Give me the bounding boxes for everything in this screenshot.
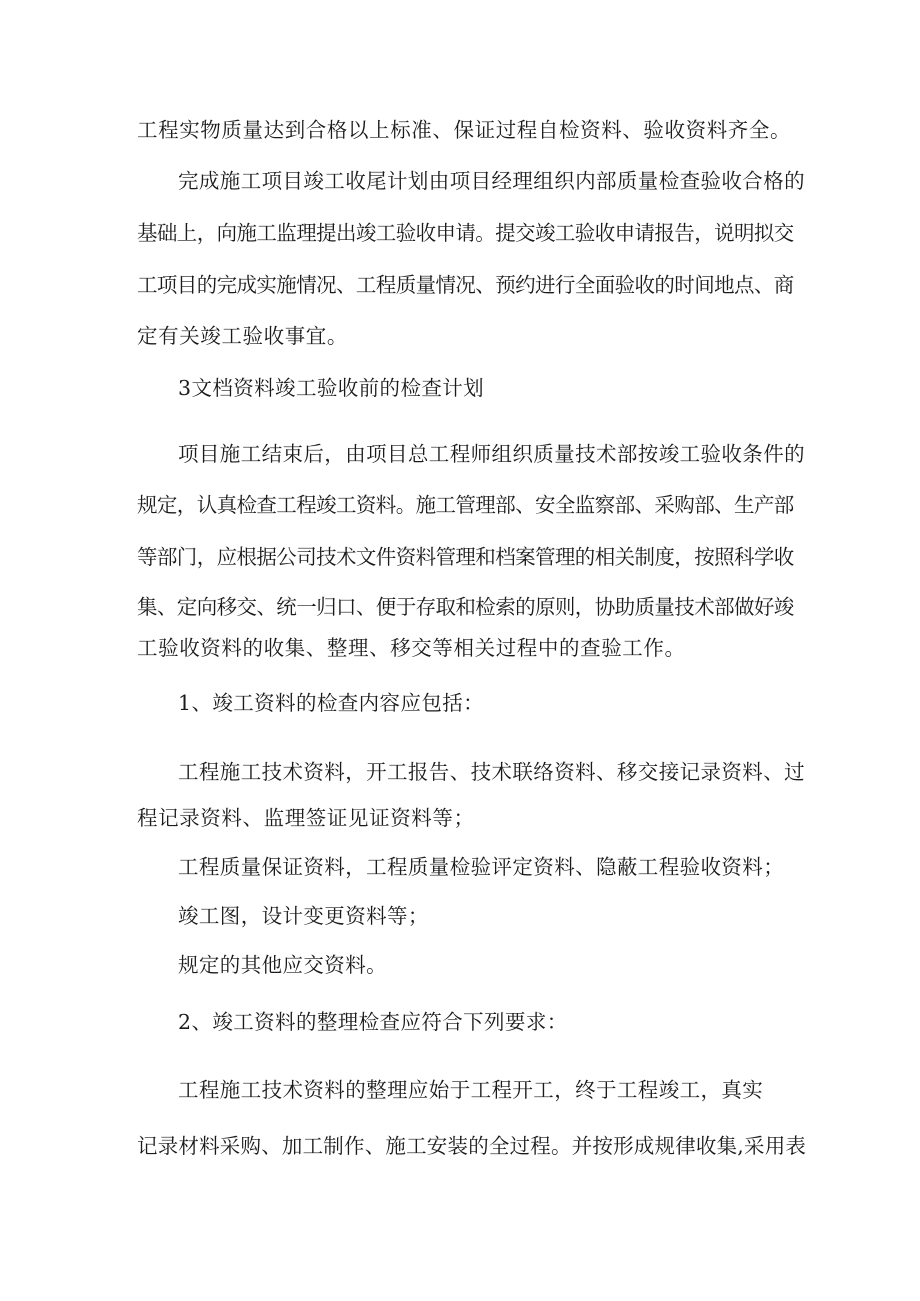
text-line-19: 工程施工技术资料的整理应始于工程开工，终于工程竣工，真实 [178,1078,764,1102]
text-line-13: 工程施工技术资料，开工报告、技术联络资料、移交接记录资料、过 [178,760,805,784]
text-line-15: 工程质量保证资料，工程质量检验评定资料、隐蔽工程验收资料； [178,855,785,879]
section-heading-3: 3文档资料竣工验收前的检查计划 [178,376,485,400]
text-line-17: 规定的其他应交资料。 [178,953,387,977]
list-heading-2: 2、竣工资料的整理检查应符合下列要求： [178,1010,568,1034]
text-line-5: 定有关竣工验收事宜。 [137,324,348,348]
text-line-14: 程记录资料、监理签证见证资料等； [137,806,475,830]
text-line-20: 记录材料采购、加工制作、施工安装的全过程。并按形成规律收集,采用表 [137,1134,807,1158]
text-line-8: 规定，认真检查工程竣工资料。施工管理部、安全监察部、采购部、生产部 [137,493,794,517]
text-line-16: 竣工图，设计变更资料等； [178,904,429,928]
list-heading-1: 1、竣工资料的检查内容应包括： [178,691,485,715]
text-line-2: 完成施工项目竣工收尾计划由项目经理组织内部质量检查验收合格的 [178,169,805,193]
text-line-11: 工验收资料的收集、整理、移交等相关过程中的查验工作。 [137,636,686,660]
text-line-4: 工项目的完成实施情况、工程质量情况、预约进行全面验收的时间地点、商 [137,273,794,297]
text-line-9: 等部门，应根据公司技术文件资料管理和档案管理的相关制度，按照科学收 [137,545,794,569]
text-line-10: 集、定向移交、统一归口、便于存取和检索的原则，协助质量技术部做好竣 [137,595,794,619]
text-line-7: 项目施工结束后，由项目总工程师组织质量技术部按竣工验收条件的 [178,442,805,466]
text-line-1: 工程实物质量达到合格以上标准、保证过程自检资料、验收资料齐全。 [137,118,792,142]
text-line-3: 基础上，向施工监理提出竣工验收申请。提交竣工验收申请报告，说明拟交 [137,221,794,245]
